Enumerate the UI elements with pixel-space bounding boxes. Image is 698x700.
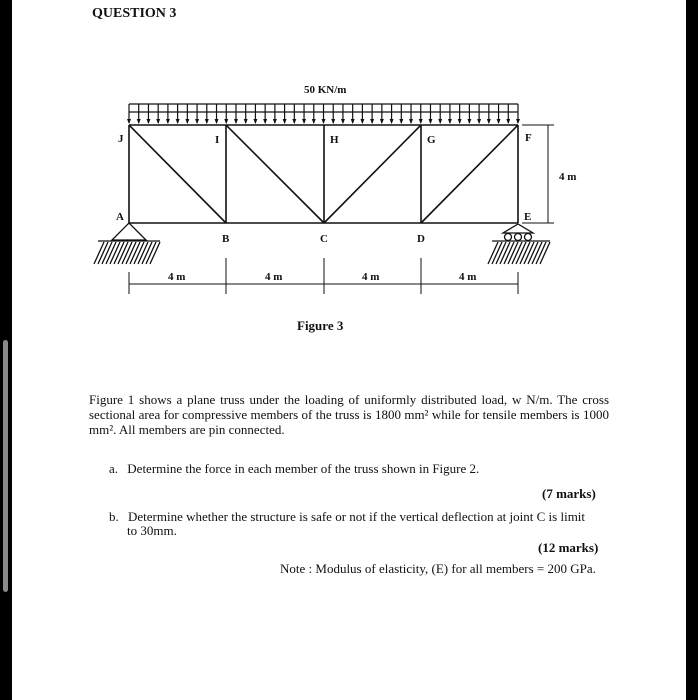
load-arrowhead (458, 119, 462, 124)
load-arrowhead (428, 119, 432, 124)
load-arrowhead (312, 119, 316, 124)
load-arrowhead (166, 119, 170, 124)
load-arrowhead (477, 119, 481, 124)
load-arrowhead (419, 119, 423, 124)
intro-paragraph: Figure 1 shows a plane truss under the loading of uniformly distributed load, w N/m. The cross sectional area for compressive members of the truss is 1800 mm² while for tensile members is 1000 mm². All members are pin connected. (89, 392, 609, 437)
load-arrowhead (176, 119, 180, 124)
question-heading: QUESTION 3 (92, 6, 177, 21)
load-arrowhead (283, 119, 287, 124)
question-a-text: Determine the force in each member of the truss shown in Figure 2. (127, 461, 480, 476)
member-IC (226, 125, 324, 223)
note: Note : Modulus of elasticity, (E) for all members = 200 GPa. (280, 561, 596, 576)
joint-label-B: B (222, 233, 230, 245)
span-dim-label-1: 4 m (168, 271, 186, 283)
load-label: 50 KN/m (304, 84, 347, 96)
load-arrowhead (399, 119, 403, 124)
scrollbar[interactable] (3, 340, 8, 592)
load-arrowhead (487, 119, 491, 124)
load-arrowhead (156, 119, 160, 124)
joint-label-G: G (427, 134, 436, 146)
joint-label-F: F (525, 132, 532, 144)
joint-label-I: I (215, 134, 220, 146)
load-arrowhead (448, 119, 452, 124)
load-arrowhead (506, 119, 510, 124)
joint-label-A: A (116, 211, 124, 223)
question-b-text: Determine whether the structure is safe or not if the vertical deflection at joint C is limit (128, 509, 586, 524)
height-dim-label: 4 m (559, 171, 577, 183)
joint-label-H: H (330, 134, 339, 146)
member-JB (129, 125, 226, 223)
pin-support (94, 223, 160, 264)
joint-label-D: D (417, 233, 425, 245)
document-page (12, 0, 686, 700)
load-arrowhead (341, 119, 345, 124)
load-arrowhead (253, 119, 257, 124)
question-a-marks: (7 marks) (542, 486, 596, 501)
load-arrowhead (390, 119, 394, 124)
span-dim-label-3: 4 m (362, 271, 380, 283)
load-arrowhead (137, 119, 141, 124)
load-arrowhead (467, 119, 471, 124)
load-arrowhead (185, 119, 189, 124)
question-b-text-continued: to 30mm. (127, 523, 177, 538)
load-arrowhead (409, 119, 413, 124)
load-arrowhead (516, 119, 520, 124)
load-arrowhead (273, 119, 277, 124)
load-arrowhead (497, 119, 501, 124)
question-b-label: b. (109, 509, 119, 524)
load-arrowhead (292, 119, 296, 124)
question-a-label: a. (109, 461, 119, 476)
load-arrowhead (195, 119, 199, 124)
load-arrowhead (331, 119, 335, 124)
load-arrowhead (263, 119, 267, 124)
question-b-marks: (12 marks) (538, 540, 599, 555)
load-arrowhead (146, 119, 150, 124)
roller-support (488, 224, 550, 264)
load-arrowhead (302, 119, 306, 124)
joint-label-J: J (118, 133, 124, 145)
distributed-load (127, 104, 520, 124)
load-arrowhead (205, 119, 209, 124)
load-arrowhead (370, 119, 374, 124)
figure-caption: Figure 3 (297, 318, 344, 333)
load-arrowhead (322, 119, 326, 124)
load-arrowhead (351, 119, 355, 124)
load-arrows (127, 104, 520, 124)
ground-hatch-left (94, 242, 160, 264)
joint-label-E: E (524, 211, 532, 223)
ground-hatch-right (488, 242, 550, 264)
load-arrowhead (360, 119, 364, 124)
load-arrowhead (244, 119, 248, 124)
load-arrowhead (224, 119, 228, 124)
load-arrowhead (234, 119, 238, 124)
truss-figure (12, 0, 686, 340)
load-arrowhead (215, 119, 219, 124)
truss-members (129, 125, 518, 223)
question-a (109, 461, 609, 476)
span-dim-label-2: 4 m (265, 271, 283, 283)
load-arrowhead (380, 119, 384, 124)
span-dim-label-4: 4 m (459, 271, 477, 283)
load-arrowhead (438, 119, 442, 124)
question-b (109, 509, 609, 524)
load-arrowhead (127, 119, 131, 124)
joint-label-C: C (320, 233, 328, 245)
